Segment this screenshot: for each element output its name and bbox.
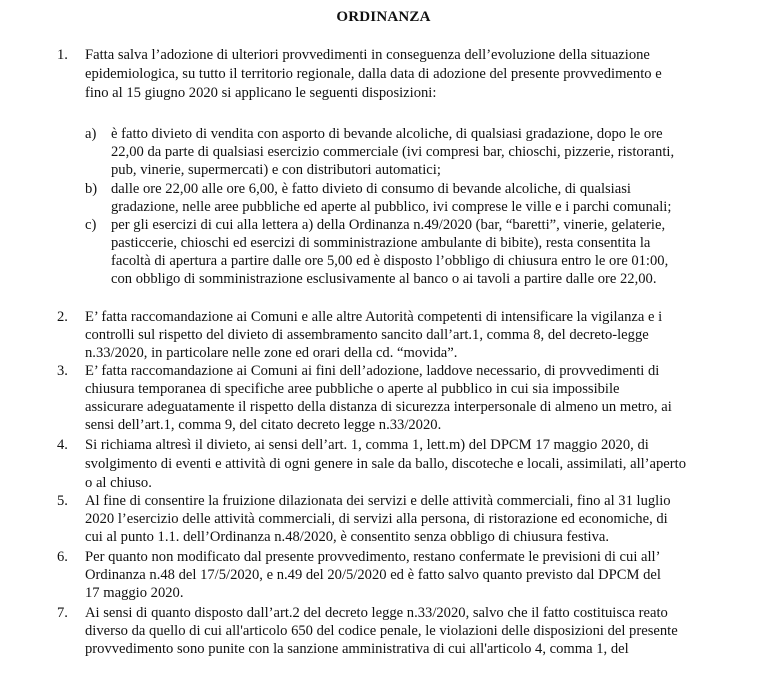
item-text-line: 17 maggio 2020. — [85, 585, 184, 601]
item-text-line: n.33/2020, in particolare nelle zone ed orari della cd. “movida”. — [85, 345, 458, 361]
item-text-line: Per quanto non modificato dal presente provvedimento, restano confermate le previsioni di cui all’ — [85, 549, 661, 565]
item-text-line: Ai sensi di quanto disposto dall’art.2 del decreto legge n.33/2020, salvo che il fatto costituisca reato — [85, 605, 668, 621]
subitem-text-line: dalle ore 22,00 alle ore 6,00, è fatto divieto di consumo di bevande alcoliche, di qualsiasi — [111, 181, 631, 197]
item-text-line: Ordinanza n.48 del 17/5/2020, e n.49 del 20/5/2020 ed è fatto salvo quanto previsto dal DPCM del — [85, 567, 661, 583]
item-text-line: Al fine di consentire la fruizione dilazionata dei servizi e delle attività commerciali, fino al 31 luglio — [85, 493, 671, 509]
item-number: 7. — [57, 605, 68, 621]
item-text-line: assicurare adeguatamente il rispetto della distanza di sicurezza interpersonale di almeno un metro, ai — [85, 399, 672, 415]
item-text-line: provvedimento sono punite con la sanzione amministrativa di cui all'articolo 4, comma 1, del — [85, 641, 629, 657]
item-text-line: svolgimento di eventi e attività di ogni genere in sale da ballo, discoteche e locali, assimilati, all’aperto — [85, 456, 686, 472]
item-text-line: Fatta salva l’adozione di ulteriori provvedimenti in conseguenza dell’evoluzione della situazione — [85, 47, 650, 63]
subitem-text-line: per gli esercizi di cui alla lettera a) della Ordinanza n.49/2020 (bar, “baretti”, vinerie, gelaterie, — [111, 217, 666, 233]
item-text-line: cui al punto 1.1. dell’Ordinanza n.48/2020, è consentito senza obbligo di chiusura festiva. — [85, 529, 610, 545]
item-text-line: E’ fatta raccomandazione ai Comuni ai fini dell’adozione, laddove necessario, di provvedimenti di — [85, 363, 660, 379]
item-number: 4. — [57, 437, 68, 453]
item-text-line: Si richiama altresì il divieto, ai sensi dell’art. 1, comma 1, lett.m) del DPCM 17 maggio 2020, di — [85, 437, 649, 453]
item-text-line: controlli sul rispetto del divieto di assembramento sancito dall’art.1, comma 8, del decreto-legge — [85, 327, 649, 343]
subitem-text-line: gradazione, nelle aree pubbliche ed aperte al pubblico, ivi comprese le ville e i parchi comunali; — [111, 199, 672, 215]
item-text-line: o al chiuso. — [85, 475, 152, 491]
item-text-line: 2020 l’esercizio delle attività commerciali, di servizi alla persona, di ristorazione ed economiche, di — [85, 511, 668, 527]
item-number: 6. — [57, 549, 68, 565]
subitem-text-line: pasticcerie, chioschi ed esercizi di somministrazione ambulante di bibite), resta consentita la — [111, 235, 651, 251]
subitem-text-line: con obbligo di somministrazione esclusivamente al banco o ai tavoli a partire dalle ore 22,00. — [111, 271, 657, 287]
item-text-line: chiusura temporanea di specifiche aree pubbliche o aperte al pubblico in cui sia impossibile — [85, 381, 620, 397]
item-text-line: E’ fatta raccomandazione ai Comuni e alle altre Autorità competenti di intensificare la vigilanza e i — [85, 309, 663, 325]
document-title: ORDINANZA — [336, 9, 431, 25]
subitem-text-line: è fatto divieto di vendita con asporto di bevande alcoliche, di qualsiasi gradazione, dopo le ore — [111, 126, 663, 142]
item-text-line: diverso da quello di cui all'articolo 650 del codice penale, le violazioni delle disposizioni del presente — [85, 623, 678, 639]
item-number: 2. — [57, 309, 68, 325]
subitem-text-line: facoltà di apertura a partire dalle ore 5,00 ed è disposto l’obbligo di chiusura entro le ore 01:00, — [111, 253, 669, 269]
subitem-letter: a) — [85, 126, 97, 142]
subitem-text-line: pub, vinerie, supermercati) e con distributori automatici; — [111, 162, 441, 178]
item-number: 5. — [57, 493, 68, 509]
subitem-text-line: 22,00 da parte di qualsiasi esercizio commerciale (ivi compresi bar, chioschi, pizzerie, ristoranti, — [111, 144, 675, 160]
subitem-letter: b) — [85, 181, 98, 197]
item-text-line: epidemiologica, su tutto il territorio regionale, dalla data di adozione del presente provvedimento e — [85, 66, 662, 82]
item-number: 1. — [57, 47, 68, 63]
item-number: 3. — [57, 363, 68, 379]
item-text-line: sensi dell’art.1, comma 9, del citato decreto legge n.33/2020. — [85, 417, 442, 433]
subitem-letter: c) — [85, 217, 97, 233]
item-text-line: fino al 15 giugno 2020 si applicano le seguenti disposizioni: — [85, 85, 437, 101]
